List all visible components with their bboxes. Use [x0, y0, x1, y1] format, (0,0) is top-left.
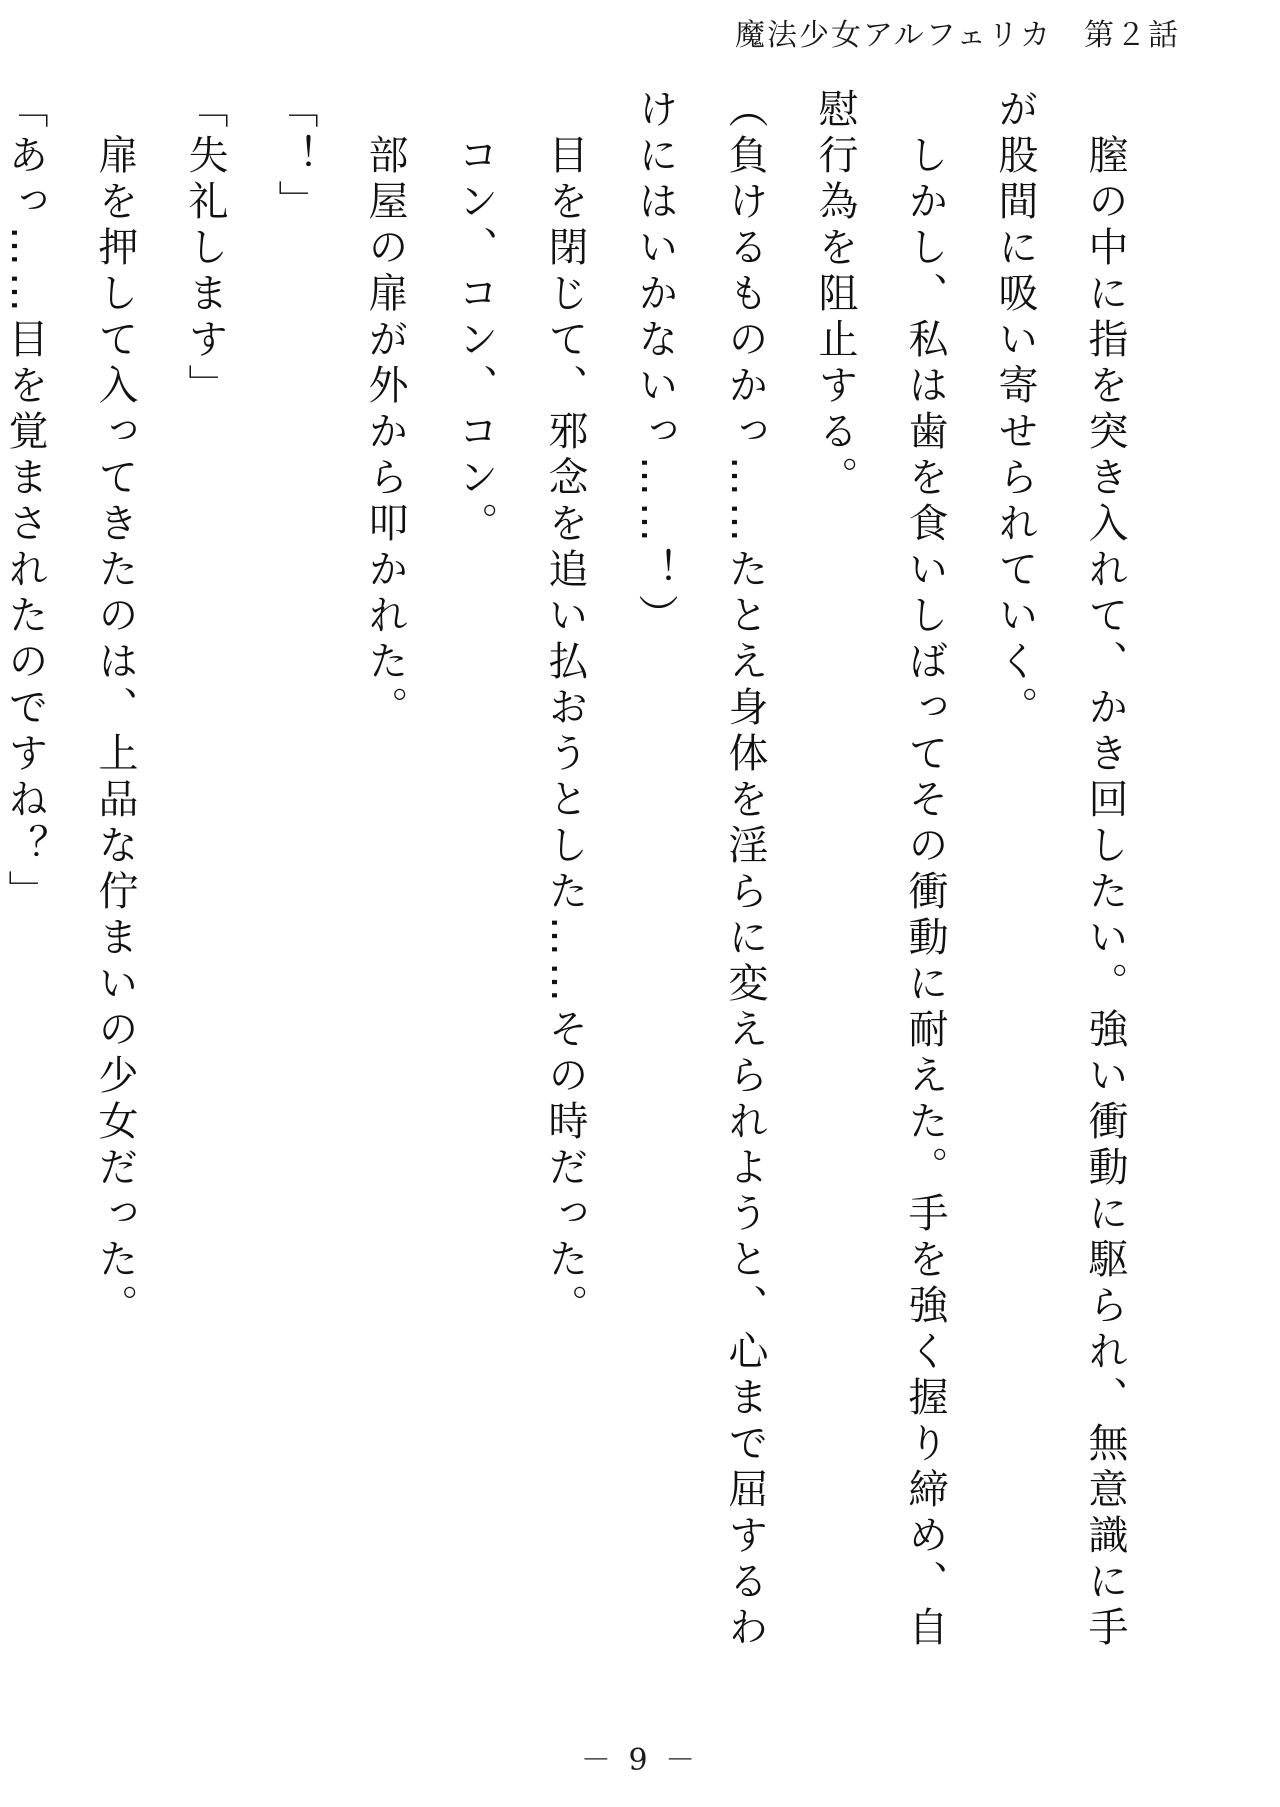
paragraph: 扉を押して入ってきたのは、上品な佇まいの少女だった。 [92, 88, 138, 1330]
paragraph: 「！」 [272, 88, 318, 226]
paragraph: （負けるものかっ……たとえ身体を淫らに変えられようと、心まで屈するわけにはいかないっ……！） [632, 88, 768, 1652]
paragraph: 目を閉じて、邪念を追い払おうとした……その時だった。 [542, 88, 588, 1330]
paragraph: 「あっ……目を覚まされたのですね？」 [2, 88, 48, 916]
paragraph: 部屋の扉が外から叩かれた。 [362, 88, 408, 732]
running-header-title: 魔法少女アルフェリカ 第２話 [735, 18, 1180, 53]
paragraph: 膣の中に指を突き入れて、かき回したい。強い衝動に駆られ、無意識に手が股間に吸い寄せられていく。 [992, 88, 1128, 1652]
paragraph: しかし、私は歯を食いしばってその衝動に耐えた。手を強く握り締め、自慰行為を阻止する。 [812, 88, 948, 1652]
paragraph: コン、コン、コン。 [452, 88, 498, 548]
page-number: － 9 － [580, 1743, 700, 1778]
vertical-body-text [0, 88, 1150, 1688]
paragraph: 「失礼します」 [182, 88, 228, 410]
